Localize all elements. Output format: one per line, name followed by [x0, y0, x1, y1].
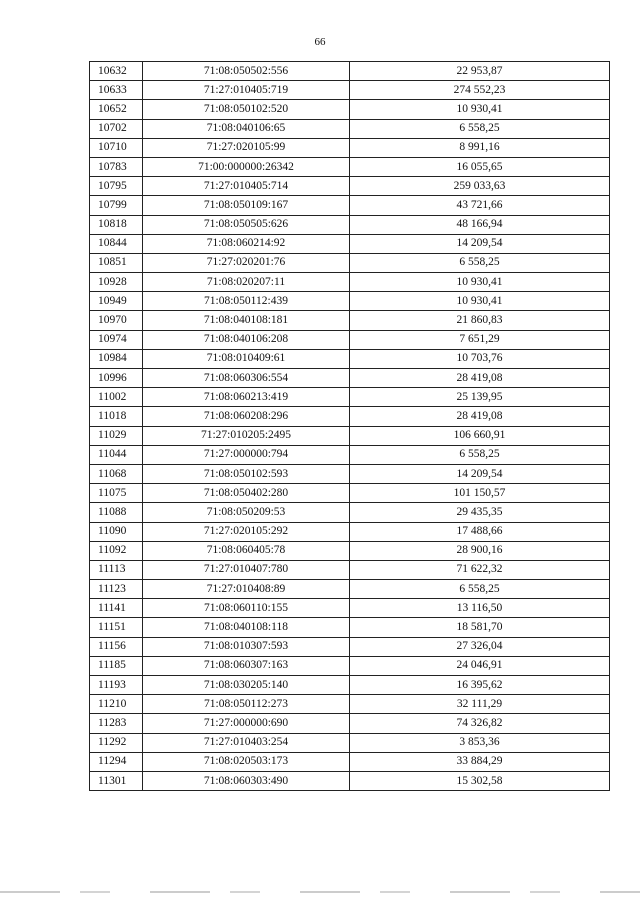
cadastral-number-cell: 71:08:050402:280	[143, 484, 350, 503]
table-row	[90, 157, 610, 176]
cadastral-number-cell: 71:27:000000:690	[143, 714, 350, 733]
row-number-cell: 11088	[90, 503, 143, 522]
cadastral-number-cell: 71:08:060214:92	[143, 234, 350, 253]
row-number-cell: 11075	[90, 484, 143, 503]
row-number-cell: 10783	[90, 157, 143, 176]
value-cell: 274 552,23	[350, 81, 610, 100]
cadastral-number-cell: 71:08:050109:167	[143, 196, 350, 215]
row-number-cell: 11029	[90, 426, 143, 445]
row-number-cell: 11292	[90, 733, 143, 752]
value-cell: 16 395,62	[350, 676, 610, 695]
table-row	[90, 426, 610, 445]
row-number-cell: 11113	[90, 560, 143, 579]
row-number-cell: 10652	[90, 100, 143, 119]
row-number-cell: 11151	[90, 618, 143, 637]
value-cell: 106 660,91	[350, 426, 610, 445]
value-cell: 6 558,25	[350, 580, 610, 599]
row-number-cell: 11090	[90, 522, 143, 541]
cadastral-number-cell: 71:27:000000:794	[143, 445, 350, 464]
cadastral-number-cell: 71:08:010307:593	[143, 637, 350, 656]
table-row	[90, 62, 610, 81]
row-number-cell: 10949	[90, 292, 143, 311]
value-cell: 101 150,57	[350, 484, 610, 503]
cadastral-number-cell: 71:08:040106:65	[143, 119, 350, 138]
table-row	[90, 177, 610, 196]
cadastral-number-cell: 71:08:060306:554	[143, 369, 350, 388]
value-cell: 8 991,16	[350, 138, 610, 157]
row-number-cell: 11018	[90, 407, 143, 426]
row-number-cell: 10799	[90, 196, 143, 215]
row-number-cell: 11156	[90, 637, 143, 656]
table-row	[90, 196, 610, 215]
row-number-cell: 10970	[90, 311, 143, 330]
row-number-cell: 10996	[90, 369, 143, 388]
value-cell: 43 721,66	[350, 196, 610, 215]
row-number-cell: 10710	[90, 138, 143, 157]
table-row	[90, 100, 610, 119]
row-number-cell: 10851	[90, 253, 143, 272]
cadastral-number-cell: 71:27:010408:89	[143, 580, 350, 599]
value-cell: 25 139,95	[350, 388, 610, 407]
table-row	[90, 503, 610, 522]
value-cell: 6 558,25	[350, 119, 610, 138]
table-row	[90, 464, 610, 483]
row-number-cell: 11210	[90, 695, 143, 714]
cadastral-number-cell: 71:08:060110:155	[143, 599, 350, 618]
value-cell: 10 930,41	[350, 100, 610, 119]
table-row	[90, 484, 610, 503]
table-row	[90, 138, 610, 157]
table-body	[90, 62, 610, 791]
cadastral-number-cell: 71:08:060405:78	[143, 541, 350, 560]
table-row	[90, 445, 610, 464]
value-cell: 13 116,50	[350, 599, 610, 618]
table-row	[90, 580, 610, 599]
page-number: 66	[314, 36, 326, 48]
table-row	[90, 618, 610, 637]
table-row	[90, 81, 610, 100]
cadastral-number-cell: 71:27:020105:99	[143, 138, 350, 157]
table-row	[90, 637, 610, 656]
cadastral-number-cell: 71:08:050209:53	[143, 503, 350, 522]
row-number-cell: 10928	[90, 273, 143, 292]
row-number-cell: 11068	[90, 464, 143, 483]
row-number-cell: 11193	[90, 676, 143, 695]
table-row	[90, 330, 610, 349]
cadastral-number-cell: 71:08:060307:163	[143, 656, 350, 675]
cadastral-number-cell: 71:08:020503:173	[143, 752, 350, 771]
table-row	[90, 656, 610, 675]
cadastral-number-cell: 71:08:020207:11	[143, 273, 350, 292]
table-row	[90, 676, 610, 695]
cadastral-number-cell: 71:27:010205:2495	[143, 426, 350, 445]
value-cell: 10 930,41	[350, 273, 610, 292]
row-number-cell: 10974	[90, 330, 143, 349]
cadastral-number-cell: 71:27:020105:292	[143, 522, 350, 541]
cadastral-number-cell: 71:27:010405:714	[143, 177, 350, 196]
table-row	[90, 752, 610, 771]
cadastral-number-cell: 71:08:040108:181	[143, 311, 350, 330]
row-number-cell: 10633	[90, 81, 143, 100]
table-row	[90, 714, 610, 733]
value-cell: 7 651,29	[350, 330, 610, 349]
table-row	[90, 560, 610, 579]
row-number-cell: 10632	[90, 62, 143, 81]
row-number-cell: 10844	[90, 234, 143, 253]
scan-artifact-line	[0, 891, 640, 893]
table-row	[90, 215, 610, 234]
table-row	[90, 771, 610, 790]
cadastral-number-cell: 71:08:050102:593	[143, 464, 350, 483]
table-row	[90, 407, 610, 426]
row-number-cell: 11185	[90, 656, 143, 675]
cadastral-number-cell: 71:08:060213:419	[143, 388, 350, 407]
value-cell: 27 326,04	[350, 637, 610, 656]
table-row	[90, 369, 610, 388]
table-row	[90, 273, 610, 292]
cadastral-number-cell: 71:00:000000:26342	[143, 157, 350, 176]
value-cell: 29 435,35	[350, 503, 610, 522]
cadastral-number-cell: 71:27:020201:76	[143, 253, 350, 272]
value-cell: 21 860,83	[350, 311, 610, 330]
cadastral-number-cell: 71:08:010409:61	[143, 349, 350, 368]
row-number-cell: 11092	[90, 541, 143, 560]
row-number-cell: 11044	[90, 445, 143, 464]
value-cell: 10 930,41	[350, 292, 610, 311]
value-cell: 24 046,91	[350, 656, 610, 675]
row-number-cell: 10795	[90, 177, 143, 196]
value-cell: 17 488,66	[350, 522, 610, 541]
row-number-cell: 10984	[90, 349, 143, 368]
cadastral-number-cell: 71:08:050505:626	[143, 215, 350, 234]
table-row	[90, 234, 610, 253]
table-row	[90, 695, 610, 714]
table-row	[90, 292, 610, 311]
cadastral-number-cell: 71:08:030205:140	[143, 676, 350, 695]
value-cell: 259 033,63	[350, 177, 610, 196]
row-number-cell: 11301	[90, 771, 143, 790]
table-row	[90, 119, 610, 138]
value-cell: 74 326,82	[350, 714, 610, 733]
cadastral-number-cell: 71:08:060208:296	[143, 407, 350, 426]
cadastral-number-cell: 71:08:050102:520	[143, 100, 350, 119]
value-cell: 3 853,36	[350, 733, 610, 752]
value-cell: 71 622,32	[350, 560, 610, 579]
table-row	[90, 388, 610, 407]
table-row	[90, 541, 610, 560]
table-row	[90, 733, 610, 752]
row-number-cell: 11002	[90, 388, 143, 407]
value-cell: 28 900,16	[350, 541, 610, 560]
value-cell: 48 166,94	[350, 215, 610, 234]
value-cell: 28 419,08	[350, 369, 610, 388]
value-cell: 33 884,29	[350, 752, 610, 771]
value-cell: 16 055,65	[350, 157, 610, 176]
row-number-cell: 11123	[90, 580, 143, 599]
row-number-cell: 11283	[90, 714, 143, 733]
value-cell: 15 302,58	[350, 771, 610, 790]
cadastral-number-cell: 71:27:010407:780	[143, 560, 350, 579]
cadastral-number-cell: 71:27:010403:254	[143, 733, 350, 752]
row-number-cell: 11294	[90, 752, 143, 771]
table-row	[90, 599, 610, 618]
value-cell: 28 419,08	[350, 407, 610, 426]
table-row	[90, 349, 610, 368]
value-cell: 6 558,25	[350, 445, 610, 464]
cadastral-number-cell: 71:08:050112:273	[143, 695, 350, 714]
table-row	[90, 311, 610, 330]
value-cell: 6 558,25	[350, 253, 610, 272]
row-number-cell: 10702	[90, 119, 143, 138]
cadastral-number-cell: 71:08:040106:208	[143, 330, 350, 349]
table-row	[90, 253, 610, 272]
value-cell: 14 209,54	[350, 234, 610, 253]
cadastral-number-cell: 71:08:040108:118	[143, 618, 350, 637]
cadastral-number-cell: 71:27:010405:719	[143, 81, 350, 100]
table-row	[90, 522, 610, 541]
value-cell: 10 703,76	[350, 349, 610, 368]
value-cell: 14 209,54	[350, 464, 610, 483]
value-cell: 32 111,29	[350, 695, 610, 714]
value-cell: 22 953,87	[350, 62, 610, 81]
row-number-cell: 10818	[90, 215, 143, 234]
row-number-cell: 11141	[90, 599, 143, 618]
cadastral-number-cell: 71:08:060303:490	[143, 771, 350, 790]
cadastral-value-table	[89, 61, 610, 791]
value-cell: 18 581,70	[350, 618, 610, 637]
cadastral-number-cell: 71:08:050502:556	[143, 62, 350, 81]
cadastral-number-cell: 71:08:050112:439	[143, 292, 350, 311]
